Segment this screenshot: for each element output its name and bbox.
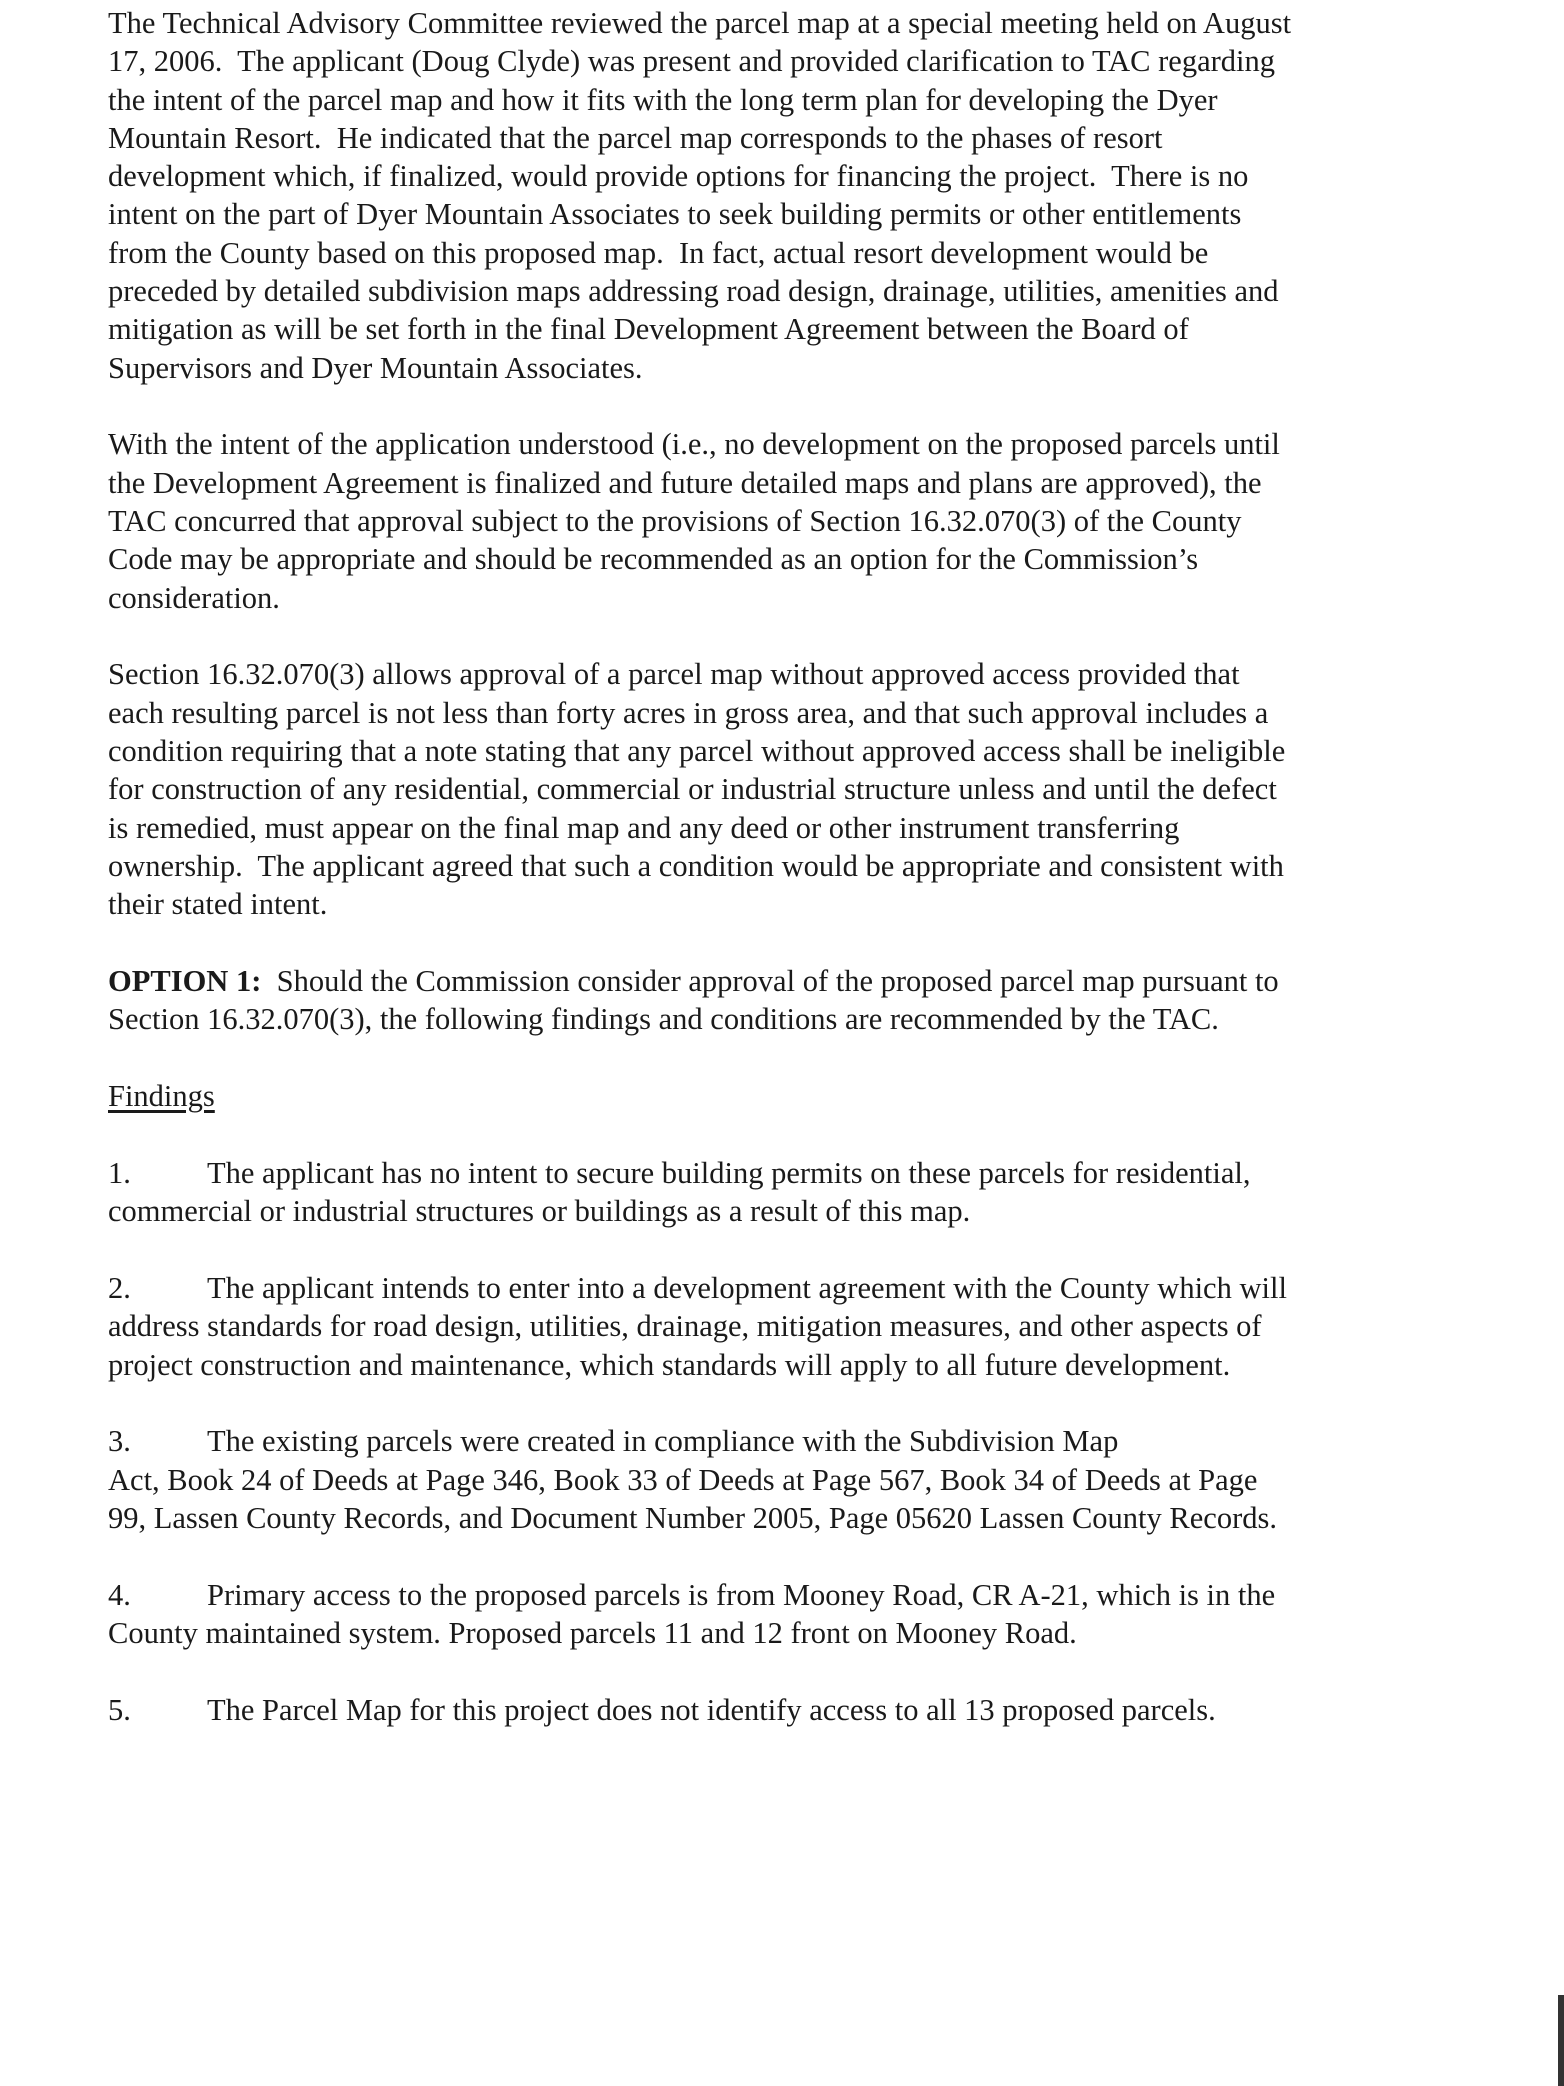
finding-number: 3. bbox=[108, 1424, 131, 1459]
paragraph-line: development which, if finalized, would provide options for financing the project. There is no bbox=[108, 159, 1249, 194]
paragraph-line: ownership. The applicant agreed that such a condition would be appropriate and consistent with bbox=[108, 848, 1284, 883]
paragraph-line: each resulting parcel is not less than forty acres in gross area, and that such approval includes a bbox=[108, 695, 1269, 730]
finding-item-1 bbox=[108, 1154, 1408, 1231]
finding-line: 99, Lassen County Records, and Document Number 2005, Page 05620 Lassen County Records. bbox=[108, 1501, 1277, 1535]
finding-line: project construction and maintenance, which standards will apply to all future development. bbox=[108, 1347, 1231, 1382]
option-line: Section 16.32.070(3), the following findings and conditions are recommended by the TAC. bbox=[108, 1002, 1219, 1037]
paragraph-line: the Development Agreement is finalized and future detailed maps and plans are approved), the bbox=[108, 465, 1262, 500]
finding-line bbox=[108, 1269, 1408, 1307]
findings-heading: Findings bbox=[108, 1079, 215, 1114]
finding-text: The existing parcels were created in compliance with the Subdivision Map bbox=[207, 1424, 1119, 1459]
finding-item-2 bbox=[108, 1269, 1408, 1384]
paragraph-line: the intent of the parcel map and how it fits with the long term plan for developing the Dyer bbox=[108, 82, 1218, 117]
finding-item-4 bbox=[108, 1576, 1408, 1653]
finding-line: address standards for road design, utilities, drainage, mitigation measures, and other aspects of bbox=[108, 1309, 1262, 1344]
finding-line: County maintained system. Proposed parcels 11 and 12 front on Mooney Road. bbox=[108, 1616, 1077, 1651]
finding-item-5 bbox=[108, 1691, 1408, 1729]
paragraph-line: for construction of any residential, commercial or industrial structure unless and until the defect bbox=[108, 772, 1277, 807]
paragraph-line: preceded by detailed subdivision maps addressing road design, drainage, utilities, amenities and bbox=[108, 274, 1279, 309]
option-line bbox=[108, 962, 1408, 1000]
finding-line: Act, Book 24 of Deeds at Page 346, Book 33 of Deeds at Page 567, Book 34 of Deeds at Page bbox=[108, 1462, 1258, 1497]
paragraph-line: Section 16.32.070(3) allows approval of a parcel map without approved access provided that bbox=[108, 657, 1240, 692]
paragraph-line: Supervisors and Dyer Mountain Associates. bbox=[108, 350, 643, 385]
finding-text: The Parcel Map for this project does not identify access to all 13 proposed parcels. bbox=[207, 1692, 1216, 1727]
paragraph-line: The Technical Advisory Committee reviewed the parcel map at a special meeting held on August bbox=[108, 6, 1292, 40]
finding-line bbox=[108, 1576, 1408, 1614]
paragraph-section-16-32-070 bbox=[108, 655, 1408, 923]
paragraph-line: consideration. bbox=[108, 580, 280, 615]
document-body bbox=[108, 4, 1408, 1768]
paragraph-line: condition requiring that a note stating that any parcel without approved access shall be ineligible bbox=[108, 734, 1286, 769]
paragraph-line: is remedied, must appear on the final map and any deed or other instrument transferring bbox=[108, 810, 1180, 845]
paragraph-line: mitigation as will be set forth in the final Development Agreement between the Board of bbox=[108, 312, 1189, 347]
paragraph-line: from the County based on this proposed map. In fact, actual resort development would be bbox=[108, 235, 1209, 270]
finding-text: The applicant has no intent to secure building permits on these parcels for residential, bbox=[207, 1155, 1251, 1190]
paragraph-tac-review bbox=[108, 4, 1408, 387]
paragraph-line: intent on the part of Dyer Mountain Associates to seek building permits or other entitlements bbox=[108, 197, 1242, 232]
paragraph-line: With the intent of the application understood (i.e., no development on the proposed parcels until bbox=[108, 427, 1280, 462]
finding-line bbox=[108, 1154, 1408, 1192]
finding-item-3 bbox=[108, 1422, 1408, 1537]
finding-text: Primary access to the proposed parcels is from Mooney Road, CR A-21, which is in the bbox=[207, 1577, 1276, 1612]
finding-line bbox=[108, 1422, 1408, 1460]
scan-edge-mark bbox=[1558, 1995, 1564, 2086]
finding-number: 4. bbox=[108, 1577, 131, 1612]
option-1-paragraph bbox=[108, 962, 1408, 1039]
paragraph-line: Code may be appropriate and should be recommended as an option for the Commission’s bbox=[108, 542, 1199, 577]
finding-number: 5. bbox=[108, 1692, 131, 1727]
finding-number: 2. bbox=[108, 1271, 131, 1306]
paragraph-line: TAC concurred that approval subject to the provisions of Section 16.32.070(3) of the County bbox=[108, 504, 1242, 539]
paragraph-line: Mountain Resort. He indicated that the parcel map corresponds to the phases of resort bbox=[108, 120, 1163, 155]
finding-number: 1. bbox=[108, 1155, 131, 1190]
paragraph-line: their stated intent. bbox=[108, 887, 328, 922]
paragraph-line: 17, 2006. The applicant (Doug Clyde) was present and provided clarification to TAC regarding bbox=[108, 44, 1275, 79]
paragraph-intent bbox=[108, 425, 1408, 616]
option-label: OPTION 1: bbox=[108, 964, 262, 999]
finding-line bbox=[108, 1691, 1408, 1729]
finding-text: The applicant intends to enter into a development agreement with the County which will bbox=[207, 1271, 1287, 1306]
option-text: Should the Commission consider approval of the proposed parcel map pursuant to bbox=[261, 964, 1279, 999]
finding-line: commercial or industrial structures or buildings as a result of this map. bbox=[108, 1194, 971, 1229]
